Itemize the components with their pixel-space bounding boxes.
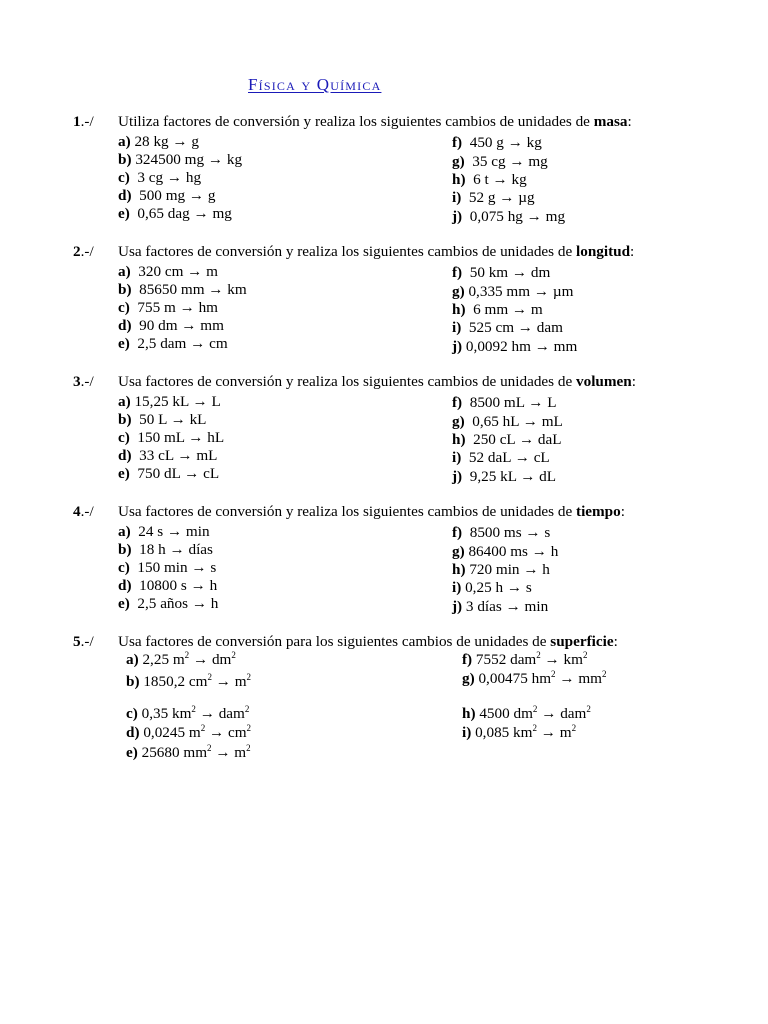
list-item: a) 24 s → min — [118, 523, 210, 540]
list-item: b) 85650 mm → km — [118, 281, 247, 298]
list-item: a) 2,25 $m^2 \to dm^2$ — [126, 650, 236, 668]
exercise-statement: Usa factores de conversión y realiza los siguientes cambios de unidades de tiempo: — [118, 503, 625, 520]
list-item: g) 0,65 hL → mL — [452, 413, 563, 430]
list-item: d) 90 dm → mm — [118, 317, 224, 334]
list-item: i) 0,25 h → s — [452, 579, 532, 596]
list-item: f) 50 km → dm — [452, 264, 551, 281]
list-item: d) 500 mg → g — [118, 187, 216, 204]
exercise-statement: Usa factores de conversión para los siguientes cambios de unidades de superficie: — [118, 633, 618, 650]
list-item: i) 52 g → µg — [452, 189, 535, 206]
exercise-statement: Utiliza factores de conversión y realiza los siguientes cambios de unidades de masa: — [118, 113, 632, 130]
list-item: g) 86400 ms → h — [452, 543, 559, 560]
list-item: f) 450 g → kg — [452, 134, 542, 151]
list-item: h) 720 min → h — [452, 561, 550, 578]
list-item: b) 50 L → kL — [118, 411, 207, 428]
list-item: g) 0,00475 $hm^2 \to mm^2$ — [462, 669, 607, 687]
list-item: c) 755 m → hm — [118, 299, 218, 316]
exercise-number: 2.-/ — [73, 243, 94, 260]
list-item: h) 4500 $dm^2 \to dam^2$ — [462, 704, 591, 722]
list-item: j) 9,25 kL → dL — [452, 468, 557, 485]
list-item: b) 324500 mg → kg — [118, 151, 243, 168]
list-item: b) 1850,2 $cm^2 \to m^2$ — [126, 672, 252, 690]
exercise-statement: Usa factores de conversión y realiza los siguientes cambios de unidades de longitud: — [118, 243, 635, 260]
list-item: h) 6 t → kg — [452, 171, 527, 188]
page-title: Física y Química — [248, 75, 382, 94]
list-item: e) 2,5 dam → cm — [118, 335, 228, 352]
exercise-number: 1.-/ — [73, 113, 94, 130]
exercise-number: 5.-/ — [73, 633, 94, 650]
list-item: i) 0,085 $km^2 \to m^2$ — [462, 723, 577, 741]
list-item: d) 0,0245 $m^2 \to cm^2$ — [126, 723, 252, 741]
list-item: a) 28 kg → g — [118, 133, 199, 150]
list-item: e) 25680 $mm^2 \to m^2$ — [126, 743, 251, 761]
list-item: e) 750 dL → cL — [118, 465, 220, 482]
list-item: d) 10800 s → h — [118, 577, 218, 594]
list-item: f) 7552 $dam^2 \to km^2$ — [462, 650, 588, 668]
list-item: f) 8500 ms → s — [452, 524, 551, 541]
list-item: b) 18 h → días — [118, 541, 213, 558]
list-item: j) 3 días → min — [452, 598, 549, 615]
list-item: c) 150 min → s — [118, 559, 217, 576]
list-item: c) 150 mL → hL — [118, 429, 225, 446]
list-item: g) 0,335 mm → µm — [452, 283, 574, 300]
exercise-number: 3.-/ — [73, 373, 94, 390]
exercise-number: 4.-/ — [73, 503, 94, 520]
list-item: e) 2,5 años → h — [118, 595, 219, 612]
list-item: i) 52 daL → cL — [452, 449, 550, 466]
list-item: h) 6 mm → m — [452, 301, 543, 318]
list-item: c) 0,35 $km^2 \to dam^2$ — [126, 704, 250, 722]
list-item: g) 35 cg → mg — [452, 153, 548, 170]
list-item: a) 320 cm → m — [118, 263, 218, 280]
list-item: c) 3 cg → hg — [118, 169, 202, 186]
exercise-statement: Usa factores de conversión y realiza los siguientes cambios de unidades de volumen: — [118, 373, 636, 390]
list-item: h) 250 cL → daL — [452, 431, 562, 448]
list-item: e) 0,65 dag → mg — [118, 205, 232, 222]
list-item: j) 0,075 hg → mg — [452, 208, 566, 225]
list-item: f) 8500 mL → L — [452, 394, 557, 411]
list-item: d) 33 cL → mL — [118, 447, 218, 464]
list-item: a) 15,25 kL → L — [118, 393, 221, 410]
list-item: i) 525 cm → dam — [452, 319, 563, 336]
list-item: j) 0,0092 hm → mm — [452, 338, 578, 355]
